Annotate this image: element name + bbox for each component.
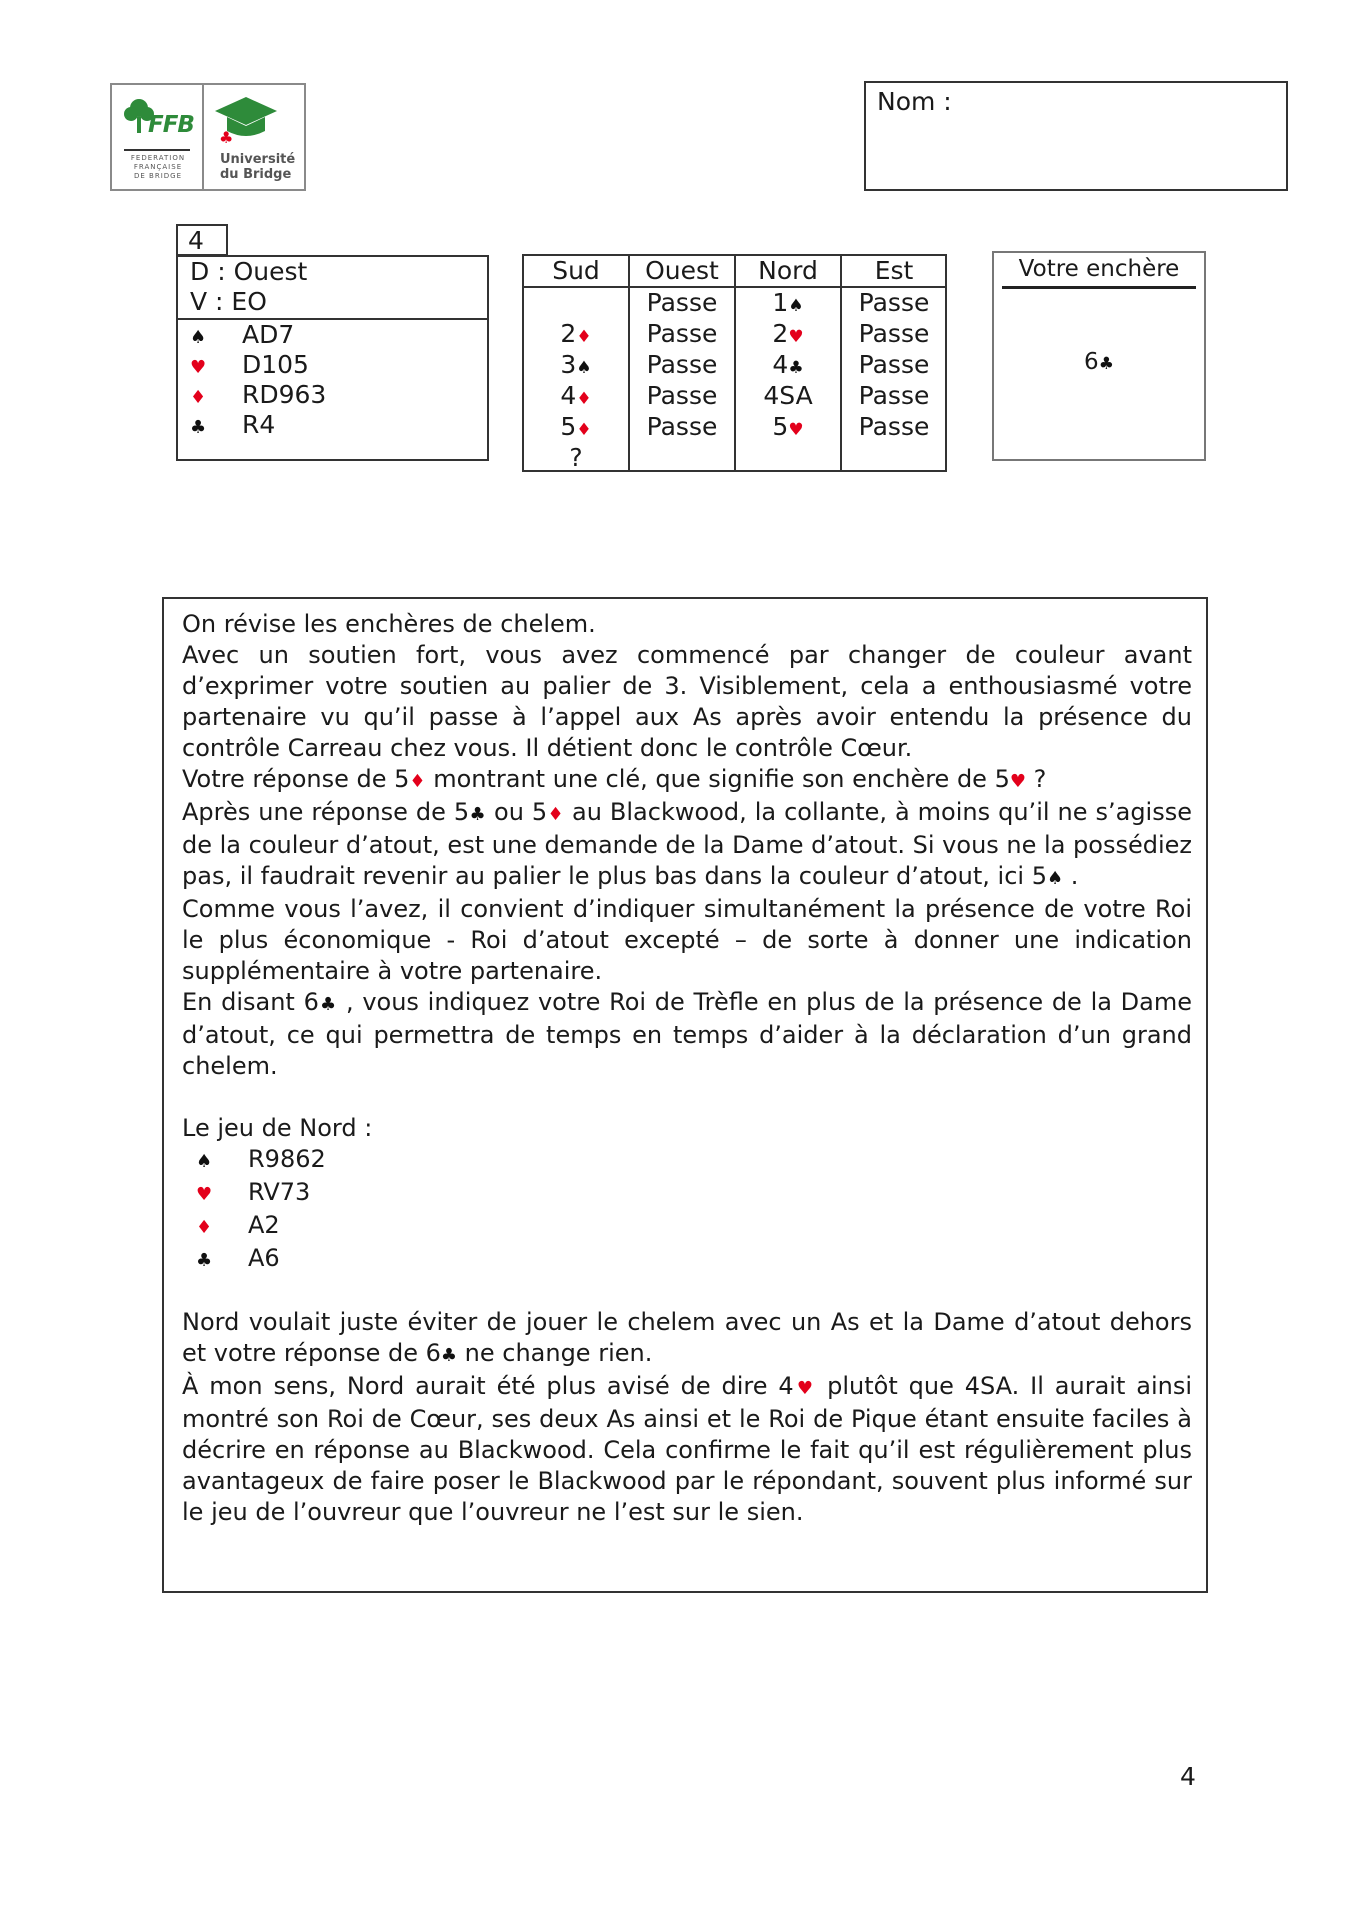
hand-panel	[176, 255, 489, 461]
bid-cell-nord: 4♣	[772, 350, 804, 379]
bid-cell-nord: 1♠	[772, 288, 804, 317]
comment-paragraph: Nord voulait juste éviter de jouer le chelem avec un As et la Dame d’atout dehors et votre réponse de 6♣ ne change rien.	[182, 1308, 1192, 1367]
heart-icon: ♥	[788, 420, 804, 440]
north-hand-title: Le jeu de Nord :	[182, 1114, 373, 1142]
club-icon: ♣	[788, 358, 804, 378]
bid-cell-nord: 5♥	[772, 412, 804, 441]
deal-number: 4	[176, 224, 228, 256]
club-icon: ♣	[190, 417, 207, 438]
commentary-box	[162, 597, 1208, 1593]
hand-clubs-row: ♣ R4	[190, 410, 220, 443]
ffb-wordmark: FFB	[148, 112, 194, 138]
page-number: 4	[1180, 1762, 1196, 1791]
bid-cell-ouest: Passe	[646, 288, 718, 317]
bid-cell-est: Passe	[858, 381, 930, 410]
club-icon: ♣	[196, 1250, 213, 1271]
hand-hearts-row: ♥ D105	[190, 350, 220, 383]
spade-icon: ♠	[190, 327, 207, 348]
bid-cell-est: Passe	[858, 412, 930, 441]
bid-cell-sud: 2♦	[560, 319, 592, 348]
bid-cell-ouest: Passe	[646, 350, 718, 379]
comment-paragraph: À mon sens, Nord aurait été plus avisé de dire 4♥ plutôt que 4SA. Il aurait ainsi montré son Roi de Cœur, ses deux As ainsi et le Roi de Pique étant ensuite faciles à décrire en réponse au Blackwood. Cela confirme le fait qu’il est régulièrement plus avantageux de faire poser le Blackwood par le répondant, souvent plus informé sur le jeu de l’ouvreur que l’ouvreur ne l’est sur le sien.	[182, 1372, 1193, 1526]
spade-icon: ♠	[576, 358, 592, 378]
north-clubs-row: ♣ A6	[182, 1243, 1192, 1276]
club-icon: ♣	[440, 1345, 458, 1366]
diamond-icon: ♦	[196, 1217, 213, 1238]
header-nord: Nord	[758, 256, 818, 285]
bid-cell-est: Passe	[858, 319, 930, 348]
heart-icon: ♥	[793, 1378, 817, 1399]
heart-icon: ♥	[196, 1184, 213, 1205]
bid-cell-ouest: Passe	[646, 319, 718, 348]
comment-paragraph: Avec un soutien fort, vous avez commencé par changer de couleur avant d’exprimer votre soutien au palier de 3. Visiblement, cela a enthousiasmé votre partenaire vu qu’il passe à l’appel aux As après avoir entendu la présence du contrôle Carreau chez vous. Il détient donc le contrôle Cœur.	[182, 641, 1192, 762]
hand-diamonds-row: ♦ RD963	[190, 380, 220, 413]
spade-icon: ♠	[1046, 868, 1064, 889]
north-spades-row: ♠ R9862	[182, 1144, 1192, 1177]
diamond-icon: ♦	[576, 389, 592, 409]
federation-text: FEDERATION FRANÇAISE DE BRIDGE	[130, 154, 186, 180]
diamond-icon: ♦	[547, 804, 565, 825]
your-bid-value: 6♣	[1084, 349, 1114, 375]
north-diamonds-row: ♦ A2	[182, 1210, 1192, 1243]
bid-cell-sud: 4♦	[560, 381, 592, 410]
ffb-universite-logo	[110, 83, 306, 191]
spade-icon: ♠	[788, 296, 804, 316]
comment-paragraph: Après une réponse de 5♣ ou 5♦ au Blackwood, la collante, à moins qu’il ne s’agisse de la couleur d’atout, est une demande de la Dame d’atout. Si vous ne la possédiez pas, il faudrait revenir au palier le plus bas dans la couleur d’atout, ici 5♠ .	[182, 798, 1192, 890]
graduation-cap-icon	[213, 95, 279, 145]
heart-icon: ♥	[1009, 771, 1026, 792]
bid-cell-nord: 4SA	[763, 381, 813, 410]
bid-cell-sud: 5♦	[560, 412, 592, 441]
hand-spades-row: ♠ AD7	[190, 320, 220, 353]
north-hearts-row: ♥ RV73	[182, 1177, 1192, 1210]
spade-icon: ♠	[196, 1151, 213, 1172]
bid-cell-est: Passe	[858, 288, 930, 317]
bid-cell-ouest: Passe	[646, 381, 718, 410]
header-est: Est	[874, 256, 914, 285]
universite-du-bridge-text: Université du Bridge	[220, 152, 296, 182]
svg-text:♣: ♣	[219, 128, 234, 145]
comment-question: Votre réponse de 5♦ montrant une clé, que signifie son enchère de 5♥ ?	[182, 765, 1047, 793]
name-label: Nom :	[877, 87, 952, 116]
diamond-icon: ♦	[576, 327, 592, 347]
diamond-icon: ♦	[576, 420, 592, 440]
header-sud: Sud	[552, 256, 600, 285]
heart-icon: ♥	[190, 357, 207, 378]
commentary-text	[182, 609, 1192, 1528]
bid-cell-sud: ?	[569, 443, 583, 472]
header-ouest: Ouest	[645, 256, 719, 285]
club-icon: ♣	[318, 994, 338, 1015]
dealer-line: D : Ouest	[190, 257, 308, 286]
heart-icon: ♥	[788, 327, 804, 347]
vulnerability-line: V : EO	[190, 287, 267, 316]
comment-paragraph: Comme vous l’avez, il convient d’indiquer simultanément la présence de votre Roi le plus économique - Roi d’atout excepté – de sorte à donner une indication supplémentaire à votre partenaire.	[182, 895, 1192, 985]
diamond-icon: ♦	[409, 771, 426, 792]
bid-cell-nord: 2♥	[772, 319, 804, 348]
club-icon: ♣	[469, 804, 487, 825]
comment-intro: On révise les enchères de chelem.	[182, 610, 596, 638]
name-field[interactable]	[864, 81, 1288, 191]
comment-paragraph: En disant 6♣ , vous indiquez votre Roi de Trèfle en plus de la présence de la Dame d’atout, ce qui permettra de temps en temps d’aider à la déclaration d’un grand chelem.	[182, 988, 1193, 1080]
bid-cell-est: Passe	[858, 350, 930, 379]
club-icon: ♣	[1098, 354, 1114, 374]
your-bid-panel	[992, 251, 1206, 461]
bid-cell-sud: 3♠	[560, 350, 592, 379]
diamond-icon: ♦	[190, 387, 207, 408]
bidding-table	[522, 254, 947, 472]
bid-cell-ouest: Passe	[646, 412, 718, 441]
your-bid-title: Votre enchère	[1018, 256, 1180, 282]
